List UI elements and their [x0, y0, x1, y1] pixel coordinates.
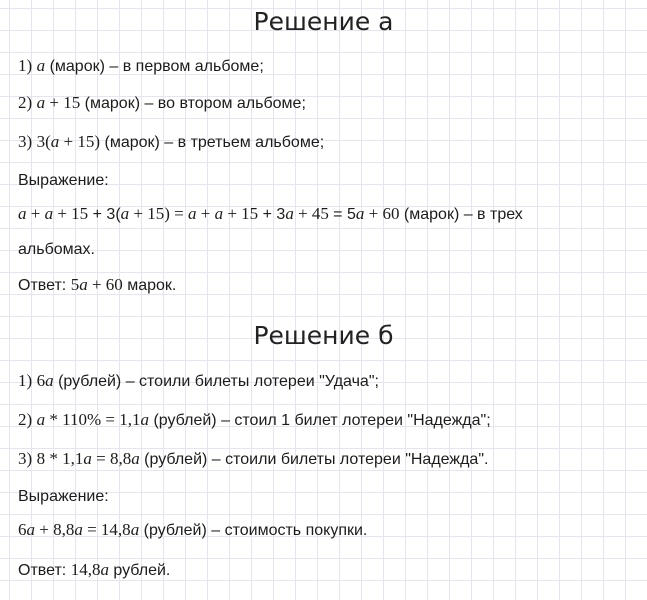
math-expr: + [196, 204, 215, 223]
item-number: 1) [18, 56, 33, 75]
math-expr: 5 [70, 275, 80, 294]
line-text: (рублей) – стоили билеты лотереи "Надежда". [139, 451, 489, 468]
variable: a [79, 275, 88, 294]
expression-a [18, 204, 523, 225]
math-expr: 5 [346, 206, 356, 223]
expression-label-b: Выражение: [18, 488, 109, 505]
math-expr: + 15 [223, 204, 259, 223]
variable: a [285, 204, 294, 223]
math-expr: + [26, 204, 45, 223]
math-expr: + [88, 206, 107, 223]
answer-a [18, 275, 176, 296]
variable: a [355, 204, 365, 223]
line-text: рублей. [108, 562, 171, 579]
line-text: марок. [122, 277, 177, 294]
math-expr: 6 [18, 520, 27, 539]
item-number: 3) [18, 449, 33, 468]
variable: a [100, 560, 109, 579]
line-b3 [18, 449, 488, 470]
math-expr: * 110% = 1,1 [45, 410, 141, 429]
item-number: 2) [18, 410, 33, 429]
variable: a [18, 204, 27, 223]
answer-label: Ответ: [18, 562, 71, 579]
math-expr: + [258, 206, 277, 223]
line-a1 [18, 56, 264, 77]
variable: a [44, 204, 54, 223]
math-expr: + 15 [53, 204, 89, 223]
title-b: Решение б [253, 321, 394, 350]
line-b1 [18, 371, 379, 392]
answer-b [18, 560, 170, 581]
line-text: (марок) – в трех [399, 206, 523, 223]
math-expr: + 15) = [129, 204, 188, 223]
math-expr: + 60 [87, 275, 123, 294]
math-expr: 14,8 [70, 560, 101, 579]
variable: a [74, 520, 83, 539]
item-number: 2) [18, 93, 33, 112]
variable: a [36, 410, 46, 429]
math-expr: = 8,8 [91, 449, 132, 468]
variable: a [36, 93, 46, 112]
variable: a [120, 204, 130, 223]
math-expr: 6 [36, 371, 46, 390]
math-expr: = [333, 206, 347, 223]
math-expr: + 45 [293, 204, 334, 223]
variable: a [131, 449, 140, 468]
variable: a [50, 132, 60, 151]
variable: a [130, 520, 140, 539]
expression-b [18, 520, 367, 541]
variable: a [140, 410, 149, 429]
line-text: (марок) – в третьем альбоме; [100, 134, 325, 151]
line-b2 [18, 410, 491, 431]
math-expr: 3( [36, 132, 51, 151]
answer-label: Ответ: [18, 277, 71, 294]
math-expr: + 15) [59, 132, 101, 151]
variable: a [188, 204, 197, 223]
math-expr: 3( [106, 206, 121, 223]
variable: a [83, 449, 92, 468]
variable: a [36, 56, 46, 75]
line-text: (рублей) – стоили билеты лотереи "Удача"; [53, 373, 379, 390]
expression-label-a: Выражение: [18, 172, 109, 189]
line-text: (рублей) – стоил 1 билет лотереи "Надежда"; [149, 412, 491, 429]
math-expr: + 8,8 [35, 520, 75, 539]
math-expr: = 14,8 [82, 520, 131, 539]
variable: a [26, 520, 35, 539]
math-expr: + 60 [364, 204, 400, 223]
line-a3 [18, 132, 324, 153]
item-number: 1) [18, 371, 33, 390]
line-text: (рублей) – стоимость покупки. [139, 522, 368, 539]
item-number: 3) [18, 132, 33, 151]
line-a2 [18, 93, 306, 114]
variable: a [214, 204, 224, 223]
title-a: Решение а [253, 7, 394, 36]
expression-a-cont: альбомах. [18, 241, 95, 258]
line-text: (марок) – в первом альбоме; [45, 58, 264, 75]
math-expr: 3 [276, 206, 286, 223]
math-expr: 8 * 1,1 [36, 449, 84, 468]
math-expr: + 15 [45, 93, 81, 112]
variable: a [45, 371, 54, 390]
line-text: (марок) – во втором альбоме; [80, 95, 306, 112]
